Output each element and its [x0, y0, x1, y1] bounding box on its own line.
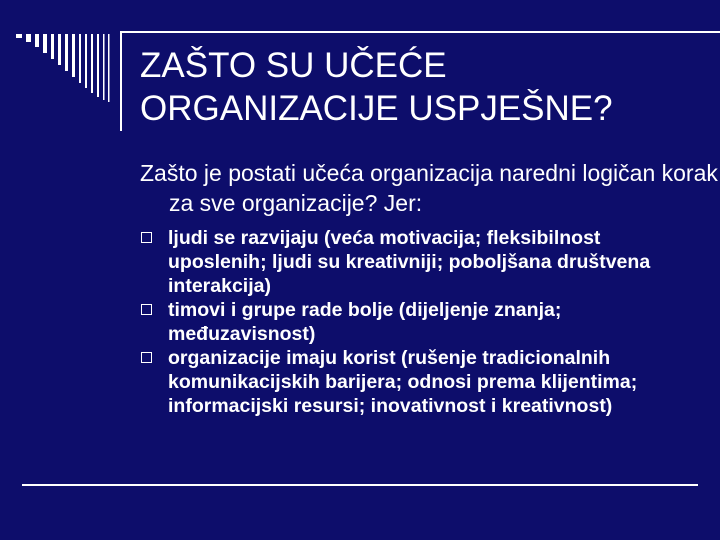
title-line-1: ZAŠTO SU UČEĆE: [140, 46, 447, 85]
intro-text: Zašto je postati učeća organizacija naredni logičan korak za sve organizacije? Jer:: [140, 160, 718, 216]
hollow-square-icon: [141, 304, 152, 315]
hollow-square-icon: [141, 232, 152, 243]
bullet-item: [140, 346, 700, 418]
bullet-text: organizacije imaju korist (rušenje tradicionalnih komunikacijskih barijera; odnosi prema klijentima; informacijski resursi; inovativnost i kreativnost): [168, 347, 638, 417]
bottom-rule: [22, 484, 698, 486]
bullet-item: [140, 298, 700, 346]
bullet-text: timovi i grupe rade bolje (dijeljenje znanja; međuzavisnost): [168, 299, 562, 345]
slide-title: [140, 44, 700, 130]
bullet-text: ljudi se razvijaju (veća motivacija; fleksibilnost uposlenih; ljudi su kreativniji; poboljšana društvena interakcija): [168, 227, 651, 297]
decorative-stripes-icon: [14, 32, 124, 102]
bullet-list: [140, 226, 700, 418]
bullet-item: [140, 226, 700, 298]
title-left-rule: [120, 31, 122, 131]
top-rule: [120, 31, 720, 33]
hollow-square-icon: [141, 352, 152, 363]
title-line-2: ORGANIZACIJE USPJEŠNE?: [140, 89, 613, 128]
